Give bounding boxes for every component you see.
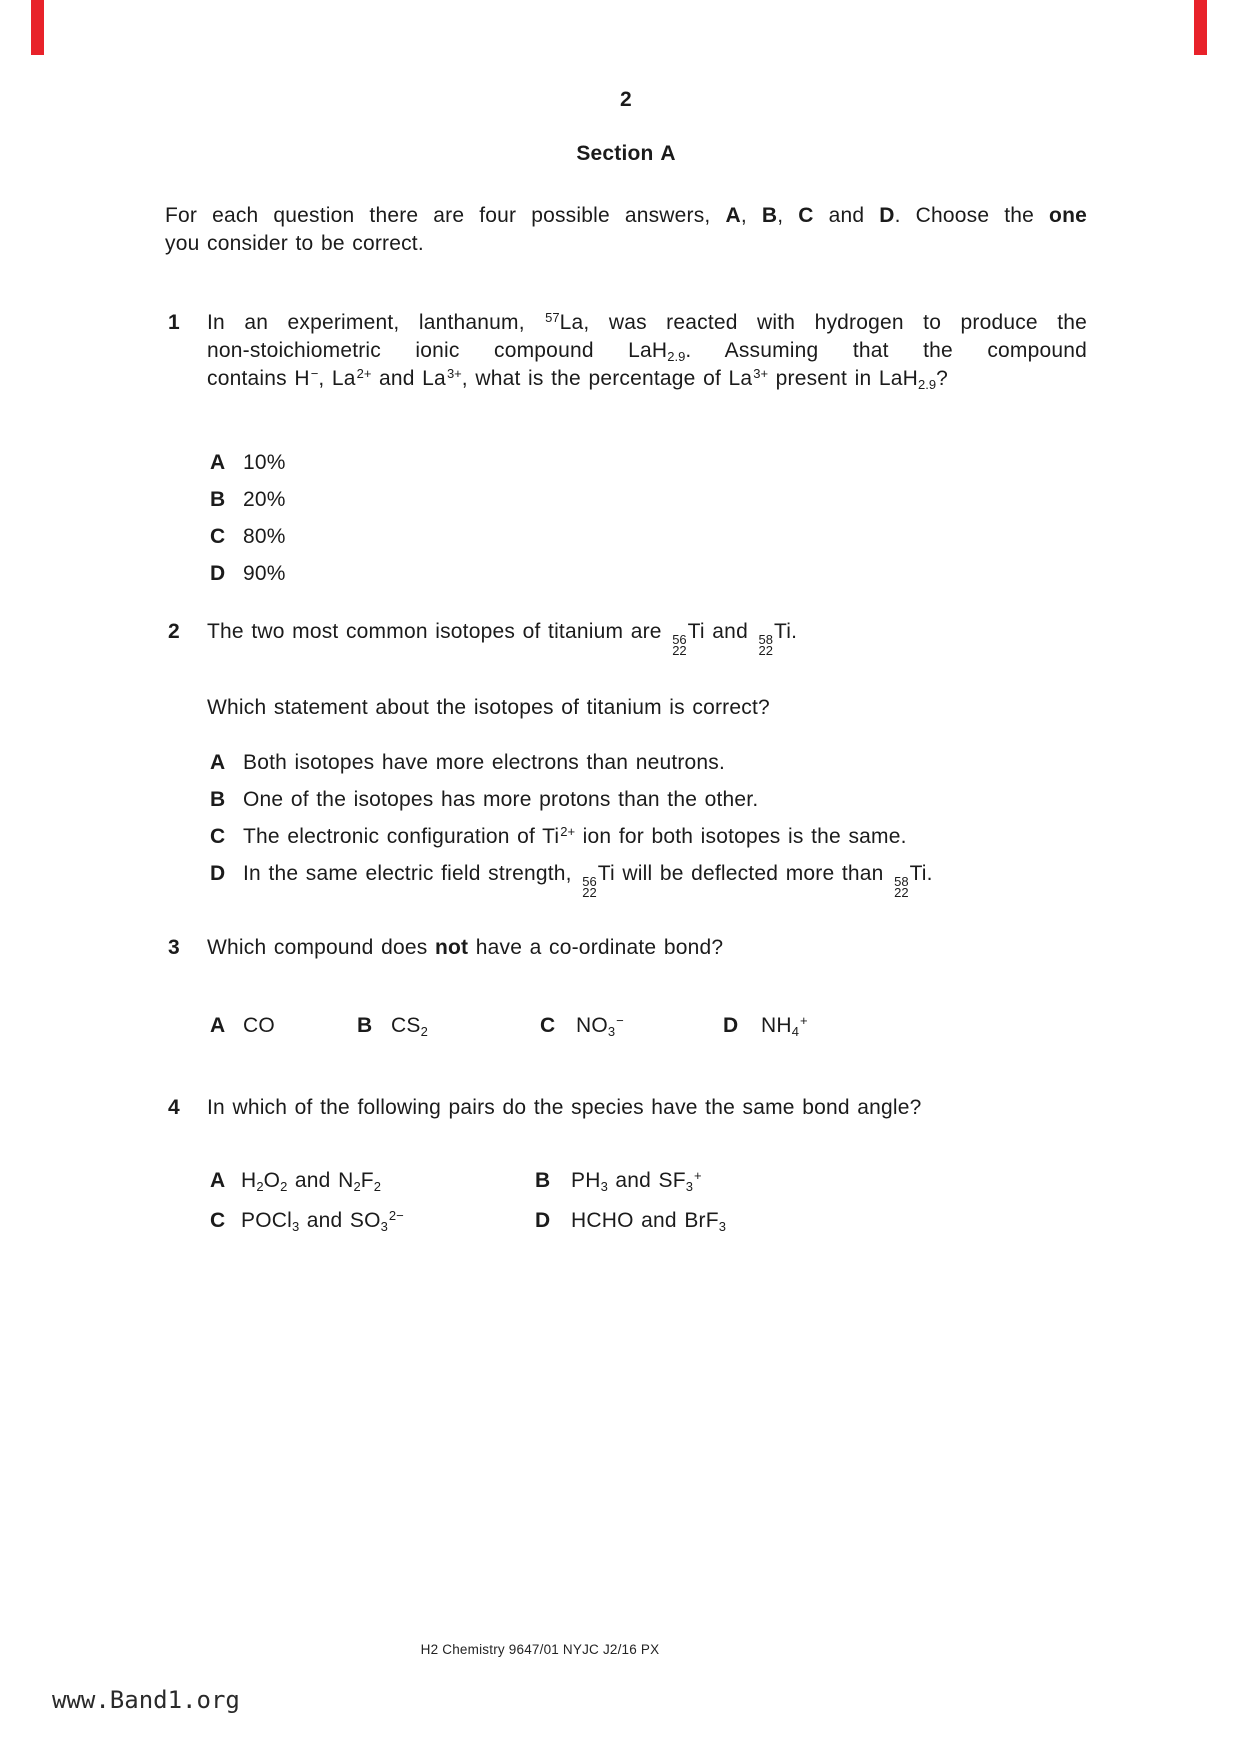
instructions xyxy=(165,202,1087,258)
question-3-number: 3 xyxy=(168,936,180,959)
question-1-option-b xyxy=(165,486,1045,514)
question-1-number: 1 xyxy=(168,311,180,334)
option-text: POCl$_3$ and $SO_3^{2-}$ xyxy=(241,1208,404,1234)
option-text: $NH_4^+$ xyxy=(761,1013,808,1039)
question-4 xyxy=(165,1094,1087,1122)
question-3 xyxy=(165,934,1087,962)
option-letter: B xyxy=(210,788,226,811)
question-1-line-1: In an experiment, lanthanum, $^{57}$La, was reacted with hydrogen to produce the xyxy=(207,310,1088,334)
question-1-option-d xyxy=(165,560,1045,588)
question-1 xyxy=(165,309,1087,393)
instructions-line-2: you consider to be correct. xyxy=(165,232,424,255)
instructions-line-1: For each question there are four possible answers, A, B, C and D. Choose the one xyxy=(165,204,1087,227)
option-text: 90% xyxy=(243,562,286,585)
option-text: $H_2O_2$ and $N_2F_2$ xyxy=(241,1169,381,1194)
option-text: HCHO and BrF$_3$ xyxy=(571,1209,726,1234)
question-1-line-2: non-stoichiometric ionic compound LaH$_{2.9}$. Assuming that the compound xyxy=(207,339,1087,364)
question-2-option-c xyxy=(165,823,1045,851)
question-1-option-a xyxy=(165,449,1045,477)
option-letter: C xyxy=(210,525,226,548)
option-letter: D xyxy=(535,1209,551,1232)
question-1-option-c xyxy=(165,523,1045,551)
footer-document-reference: H2 Chemistry 9647/01 NYJC J2/16 PX xyxy=(420,1642,660,1657)
option-letter: B xyxy=(210,488,226,511)
question-4-number: 4 xyxy=(168,1096,180,1119)
section-title: Section A xyxy=(576,142,676,165)
question-2-body xyxy=(207,618,1087,722)
scan-edge-mark-right xyxy=(1194,0,1207,55)
question-1-options xyxy=(165,449,1045,597)
option-letter: C xyxy=(210,825,226,848)
question-2-number: 2 xyxy=(168,620,180,643)
option-text: CO xyxy=(243,1014,275,1037)
watermark-site-url: www.Band1.org xyxy=(52,1686,240,1714)
option-text: 20% xyxy=(243,488,286,511)
question-2-prompt: Which statement about the isotopes of titanium is correct? xyxy=(207,696,770,719)
option-text: In the same electric field strength, 56 22 Ti will be deflected more than 58 22 Ti. xyxy=(243,862,933,900)
option-letter: C xyxy=(210,1209,226,1232)
option-letter: A xyxy=(210,451,226,474)
question-4-options xyxy=(165,1167,1087,1247)
option-letter: C xyxy=(540,1014,556,1037)
option-letter: A xyxy=(210,751,226,774)
option-text: One of the isotopes has more protons than the other. xyxy=(243,788,759,811)
question-2-option-a xyxy=(165,749,1045,777)
option-text: $PH_3$ and $SF_3^+$ xyxy=(571,1168,702,1194)
question-4-prompt: In which of the following pairs do the species have the same bond angle? xyxy=(207,1096,922,1119)
option-text: Both isotopes have more electrons than neutrons. xyxy=(243,751,726,774)
question-1-line-3: contains H−, $La^{2+}$ and $La^{3+}$, what is the percentage of $La^{3+}$ present in LaH$_{2.9}$? xyxy=(207,366,948,392)
question-2-intro: The two most common isotopes of titanium are 56 22 Ti and 58 22 Ti. xyxy=(207,620,798,658)
question-3-options xyxy=(165,1012,1087,1046)
page-number: 2 xyxy=(620,88,632,111)
option-letter: B xyxy=(535,1169,551,1192)
option-text: 80% xyxy=(243,525,286,548)
option-letter: A xyxy=(210,1014,226,1037)
question-1-body xyxy=(207,309,1087,393)
option-text: The electronic configuration of $Ti^{2+}$ ion for both isotopes is the same. xyxy=(243,824,907,848)
option-text: $CS_2$ xyxy=(391,1014,428,1039)
option-text: 10% xyxy=(243,451,286,474)
question-3-prompt: Which compound does not have a co-ordinate bond? xyxy=(207,936,724,959)
question-2 xyxy=(165,618,1087,722)
question-2-option-b xyxy=(165,786,1045,814)
question-2-options xyxy=(165,749,1045,907)
option-text: $NO_3^-$ xyxy=(576,1013,624,1039)
option-letter: D xyxy=(723,1014,739,1037)
scan-edge-mark-left xyxy=(31,0,44,55)
option-letter: D xyxy=(210,562,226,585)
option-letter: A xyxy=(210,1169,226,1192)
option-letter: D xyxy=(210,862,226,885)
question-2-option-d xyxy=(165,860,1045,898)
option-letter: B xyxy=(357,1014,373,1037)
